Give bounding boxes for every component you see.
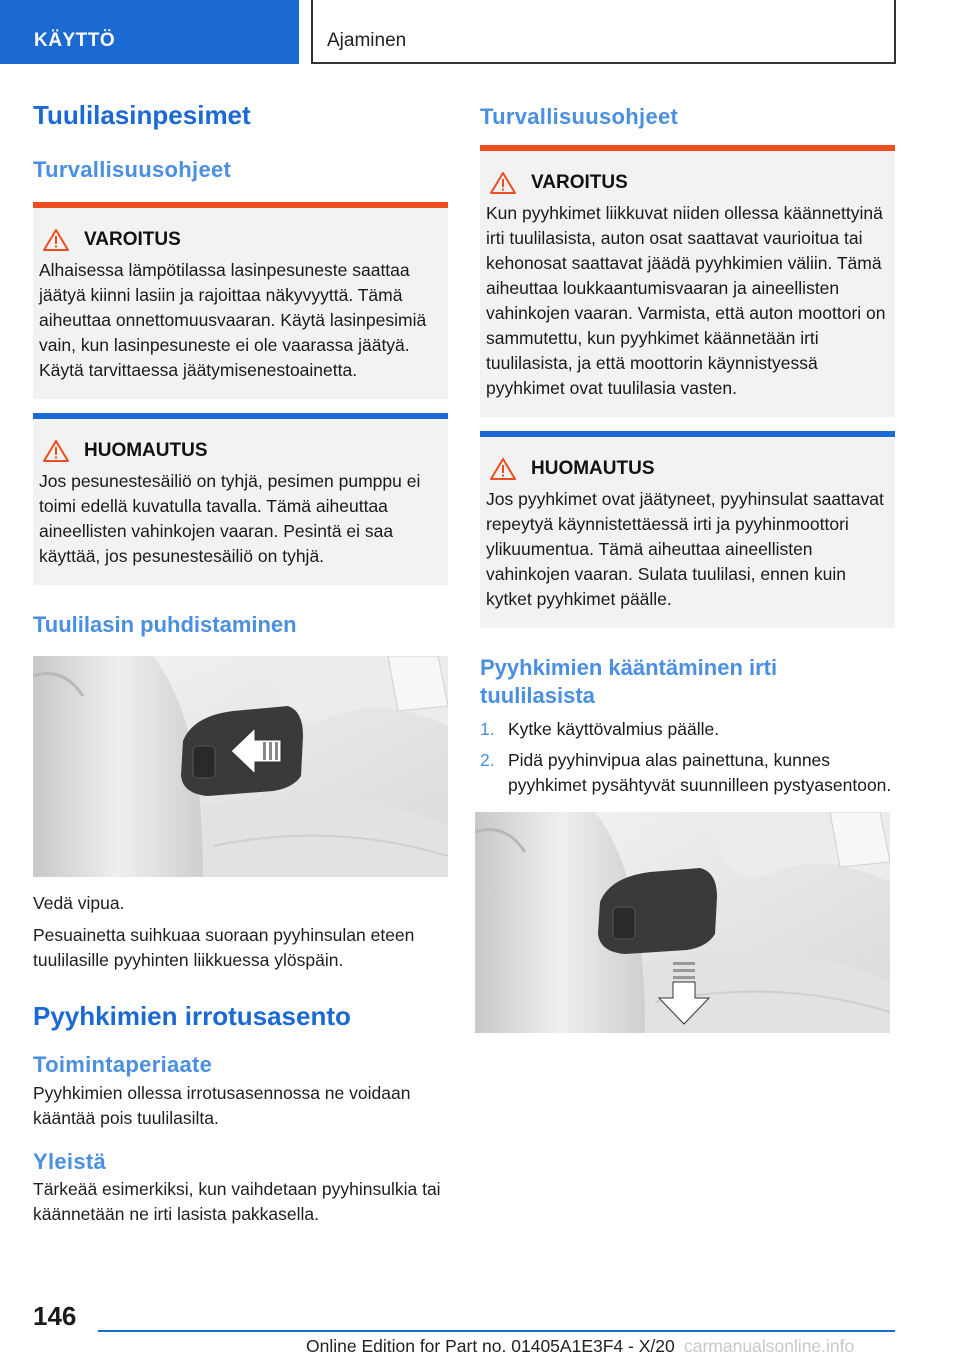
footer-divider <box>98 1330 895 1332</box>
right-column <box>480 100 895 1033</box>
warning-triangle-icon <box>42 439 70 463</box>
cleaning-step: Vedä vipua. <box>33 893 125 914</box>
cleaning-heading: Tuulilasin puhdistaminen <box>33 611 297 637</box>
notice-box-left <box>33 413 448 585</box>
warning-triangle-icon <box>489 457 517 481</box>
notice-label: HUOMAUTUS <box>84 439 208 461</box>
safety-heading-right: Turvallisuusohjeet <box>480 104 679 129</box>
cleaning-description: Pesuainetta suihkuaa suoraan pyyhinsulan eteen tuulilasille pyyhinten liikkuessa ylöspäin. <box>33 925 415 971</box>
edition-text: Online Edition for Part no. 01405A1E3F4 - X/20 <box>306 1336 675 1356</box>
section-label: KÄYTTÖ <box>34 30 116 51</box>
notice-text: Jos pesunestesäiliö on tyhjä, pesimen pumppu ei toimi edellä kuvatulla tavalla. Tämä aiheuttaa aineellisten vahinkojen vaaran. Pesintä ei saa käyttää, jos pesunestesäiliö on tyhjä. <box>39 470 421 566</box>
principle-heading: Toimintaperiaate <box>33 1052 213 1078</box>
detach-heading: Pyyhkimien irrotusasento <box>33 1001 351 1032</box>
watermark: carmanualsonline.info <box>684 1336 855 1356</box>
warning-text: Alhaisessa lämpötilassa lasinpesuneste saattaa jäätyä kiinni lasiin ja rajoittaa näkyvyyttä. Tämä aiheuttaa onnettomuusvaaran. Käytä lasinpesimiä vain, kun lasinpesuneste ei ole vaarassa jäätyä. Käytä tarvittaessa jäätymisenestoainetta. <box>39 259 427 380</box>
steps-list <box>480 717 895 798</box>
step-text: Kytke käyttövalmius päälle. <box>508 719 720 740</box>
turn-heading: Pyyhkimien kääntäminen irti tuulilasista <box>480 655 778 708</box>
warning-label: VAROITUS <box>531 172 628 194</box>
list-item <box>480 717 895 742</box>
safety-heading-left: Turvallisuusohjeet <box>33 157 232 183</box>
warning-label: VAROITUS <box>84 228 181 250</box>
notice-box-right <box>480 431 895 628</box>
page-number: 146 <box>33 1301 77 1331</box>
notice-text: Jos pyyhkimet ovat jäätyneet, pyyhinsulat saattavat repeytyä käynnistettäessä irti ja pyyhinmoottori ylikuumentua. Tämä aiheuttaa aineellisten vahinkojen vaaran. Sulata tuulilasi, ennen kuin kytket pyyhkimet päälle. <box>486 489 884 610</box>
principle-text: Pyyhkimien ollessa irrotusasennossa ne voidaan kääntää pois tuulilasilta. <box>33 1082 411 1128</box>
warning-box-left <box>33 202 448 399</box>
page-title: Tuulilasinpesimet <box>33 100 251 130</box>
left-column <box>33 100 448 1227</box>
step-text: Pidä pyyhinvipua alas painettuna, kunnes pyyhkimet pysähtyvät suunnilleen pystyasentoon. <box>508 750 892 796</box>
warning-triangle-icon <box>42 228 70 252</box>
warning-text: Kun pyyhkimet liikkuvat niiden ollessa käännettyinä irti tuulilasista, auton osat saattavat vaurioitua tai kehonosat saattavat jäädä pyyhkimien väliin. Tämä aiheuttaa loukkaantumisvaaran ja aineellisten vahinkojen vaaran. Varmista, että auton moottori on sammutettu, kun pyyhkimet käännetään irti tuulilasista, ja että moottorin käynnistyessä pyyhkimet ovat tuulilasia vasten. <box>486 203 886 399</box>
lever-push-illustration <box>475 812 890 1033</box>
general-heading: Yleistä <box>33 1148 107 1174</box>
general-text: Tärkeää esimerkiksi, kun vaihdetaan pyyhinsulkia tai käännetään ne irti lasista pakkasella. <box>33 1179 441 1225</box>
section-tab <box>0 0 299 64</box>
notice-label: HUOMAUTUS <box>531 458 655 480</box>
chapter-header <box>311 0 896 64</box>
step-number: 1. <box>480 719 495 740</box>
warning-triangle-icon <box>489 171 517 195</box>
chapter-label: Ajaminen <box>327 30 407 51</box>
warning-box-right <box>480 145 895 417</box>
list-item <box>480 748 895 798</box>
lever-pull-illustration <box>33 656 448 877</box>
step-number: 2. <box>480 750 495 771</box>
